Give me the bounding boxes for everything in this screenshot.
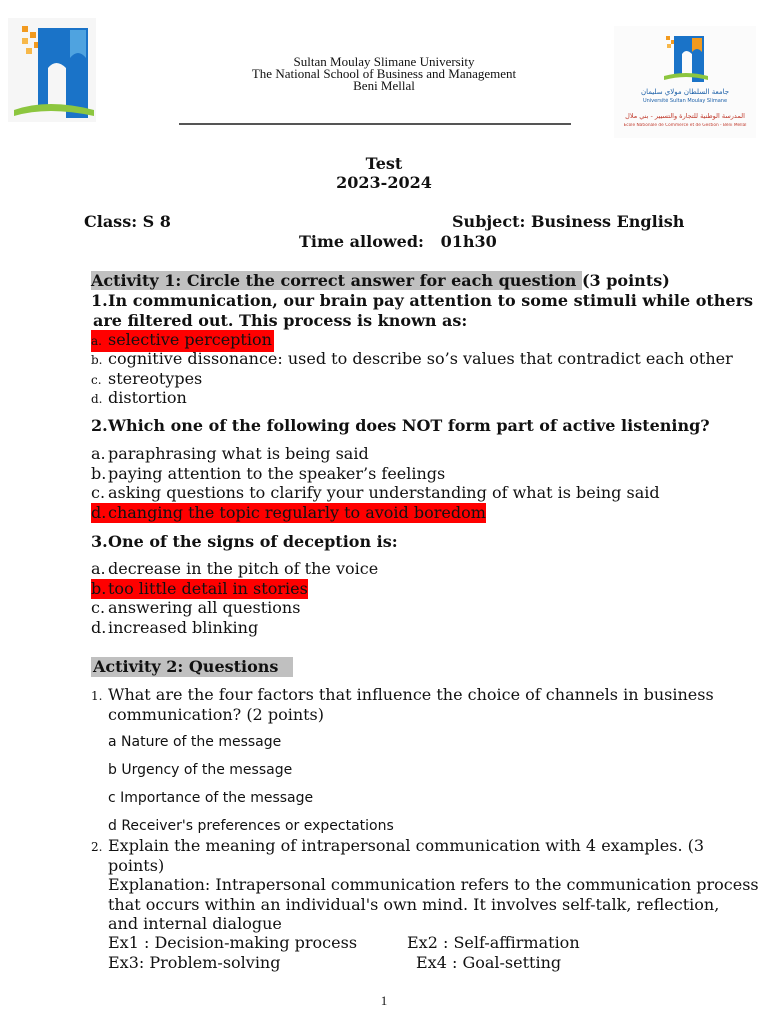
option-marker: d. <box>91 392 103 406</box>
a2-q2-text: Explain the meaning of intrapersonal communication with 4 examples. (3 <box>108 836 705 855</box>
logo-arabic-university: جامعة السلطان مولاي سليمان <box>640 88 730 96</box>
option-marker: b. <box>91 353 103 367</box>
a2-q1-answer-c: c Importance of the message <box>108 790 314 806</box>
q3-highlight <box>91 579 308 599</box>
option-text: stereotypes <box>108 369 203 388</box>
a2-q1-answer-b: b Urgency of the message <box>108 762 293 778</box>
header-school: The National School of Business and Management <box>251 66 517 81</box>
class-label: Class: S 8 <box>84 212 171 231</box>
q2-text: Which one of the following does NOT form part of active listening? <box>108 416 710 435</box>
option-marker: d. <box>91 618 107 637</box>
header-divider <box>179 123 571 125</box>
a2-q2-number: 2. <box>91 840 103 854</box>
university-logo-left <box>8 18 96 122</box>
time-allowed <box>299 232 497 252</box>
logo-french-school: École Nationale de Commerce et de Gestion - Béni Mellal <box>623 123 747 128</box>
test-title: Test <box>365 154 403 173</box>
a2-q2-line1 <box>91 836 704 858</box>
option-text: changing the topic regularly to avoid boredom <box>108 503 486 522</box>
option-marker: c. <box>91 483 106 502</box>
time-value: 01h30 <box>440 232 497 251</box>
a2-q2-explanation-2: that occurs within an individual's own mind. It involves self-talk, reflection, <box>108 895 720 914</box>
q3-option-b <box>91 579 308 599</box>
q2-option-a <box>91 444 369 464</box>
option-text: selective perception <box>108 330 272 349</box>
a2-q2-example-3: Ex3: Problem-solving <box>108 953 281 972</box>
a2-q2-explanation-3: and internal dialogue <box>108 914 282 933</box>
a2-q2-example-2: Ex2 : Self-affirmation <box>407 933 580 952</box>
activity1-points: (3 points) <box>581 271 670 290</box>
time-label: Time allowed: <box>299 232 424 251</box>
q1-option-d <box>91 388 187 410</box>
option-text: distortion <box>108 388 187 407</box>
a2-q2-example-1: Ex1 : Decision-making process <box>108 933 358 952</box>
option-text: decrease in the pitch of the voice <box>108 559 379 578</box>
option-text: paying attention to the speaker’s feelings <box>108 464 446 483</box>
option-text: cognitive dissonance: used to describe so’s values that contradict each other <box>108 349 733 368</box>
test-year: 2023-2024 <box>336 173 432 192</box>
q2-option-d <box>91 503 486 523</box>
q3-option-c <box>91 598 300 618</box>
a2-q2-line2: points) <box>108 856 165 875</box>
q3-option-d <box>91 618 258 638</box>
page-number: 1 <box>380 993 388 1008</box>
option-text: asking questions to clarify your understanding of what is being said <box>108 483 660 502</box>
option-text: paraphrasing what is being said <box>108 444 369 463</box>
logo-arabic-school: المدرسة الوطنية للتجارة والتسيير - بني ملال <box>625 112 745 120</box>
a2-q2-example-4: Ex4 : Goal-setting <box>416 953 562 972</box>
activity2-title: Activity 2: Questions <box>91 657 293 677</box>
option-marker: c. <box>91 598 106 617</box>
option-marker: a. <box>91 334 102 348</box>
a2-q1-answer-d: d Receiver's preferences or expectations <box>108 818 394 834</box>
activity2-heading <box>91 657 293 677</box>
q2-option-c <box>91 483 660 503</box>
logo-french-university: Université Sultan Moulay Slimane <box>642 98 728 104</box>
option-text: increased blinking <box>108 618 259 637</box>
option-marker: c. <box>91 373 102 387</box>
option-marker: a. <box>91 559 106 578</box>
a2-q1-text: What are the four factors that influence the choice of channels in business <box>108 685 714 704</box>
subject-label: Subject: Business English <box>452 212 685 231</box>
option-marker: d. <box>91 503 107 522</box>
university-logo-right <box>614 26 756 138</box>
q1-option-b <box>91 349 733 371</box>
activity1-title: Activity 1: Circle the correct answer for each question <box>91 271 582 290</box>
a2-q1-line1 <box>91 685 714 707</box>
option-marker: a. <box>91 444 106 463</box>
q3-line <box>91 532 398 552</box>
option-marker: b. <box>91 464 107 483</box>
a2-q1-answer-a: a Nature of the message <box>108 734 282 750</box>
a2-q2-explanation-1: Explanation: Intrapersonal communication refers to the communication process <box>108 875 759 894</box>
q1-line1 <box>91 291 753 311</box>
activity1-heading <box>91 271 670 291</box>
option-marker: b. <box>91 579 107 598</box>
logo-emblem <box>664 32 708 84</box>
option-text: too little detail in stories <box>108 579 308 598</box>
q1-line2: are filtered out. This process is known as: <box>93 311 468 330</box>
q2-highlight <box>91 503 486 523</box>
option-text: answering all questions <box>108 598 301 617</box>
q1-number: 1. <box>91 291 108 310</box>
a2-q1-number: 1. <box>91 689 103 703</box>
q2-number: 2. <box>91 416 108 435</box>
header-university: Sultan Moulay Slimane University <box>293 54 475 69</box>
q2-line <box>91 416 710 436</box>
q3-number: 3. <box>91 532 108 551</box>
q3-text: One of the signs of deception is: <box>108 532 398 551</box>
q3-option-a <box>91 559 378 579</box>
q2-option-b <box>91 464 445 484</box>
a2-q1-line2: communication? (2 points) <box>108 705 324 724</box>
header-city: Beni Mellal <box>353 78 415 93</box>
q1-text: In communication, our brain pay attention to some stimuli while others <box>108 291 754 310</box>
